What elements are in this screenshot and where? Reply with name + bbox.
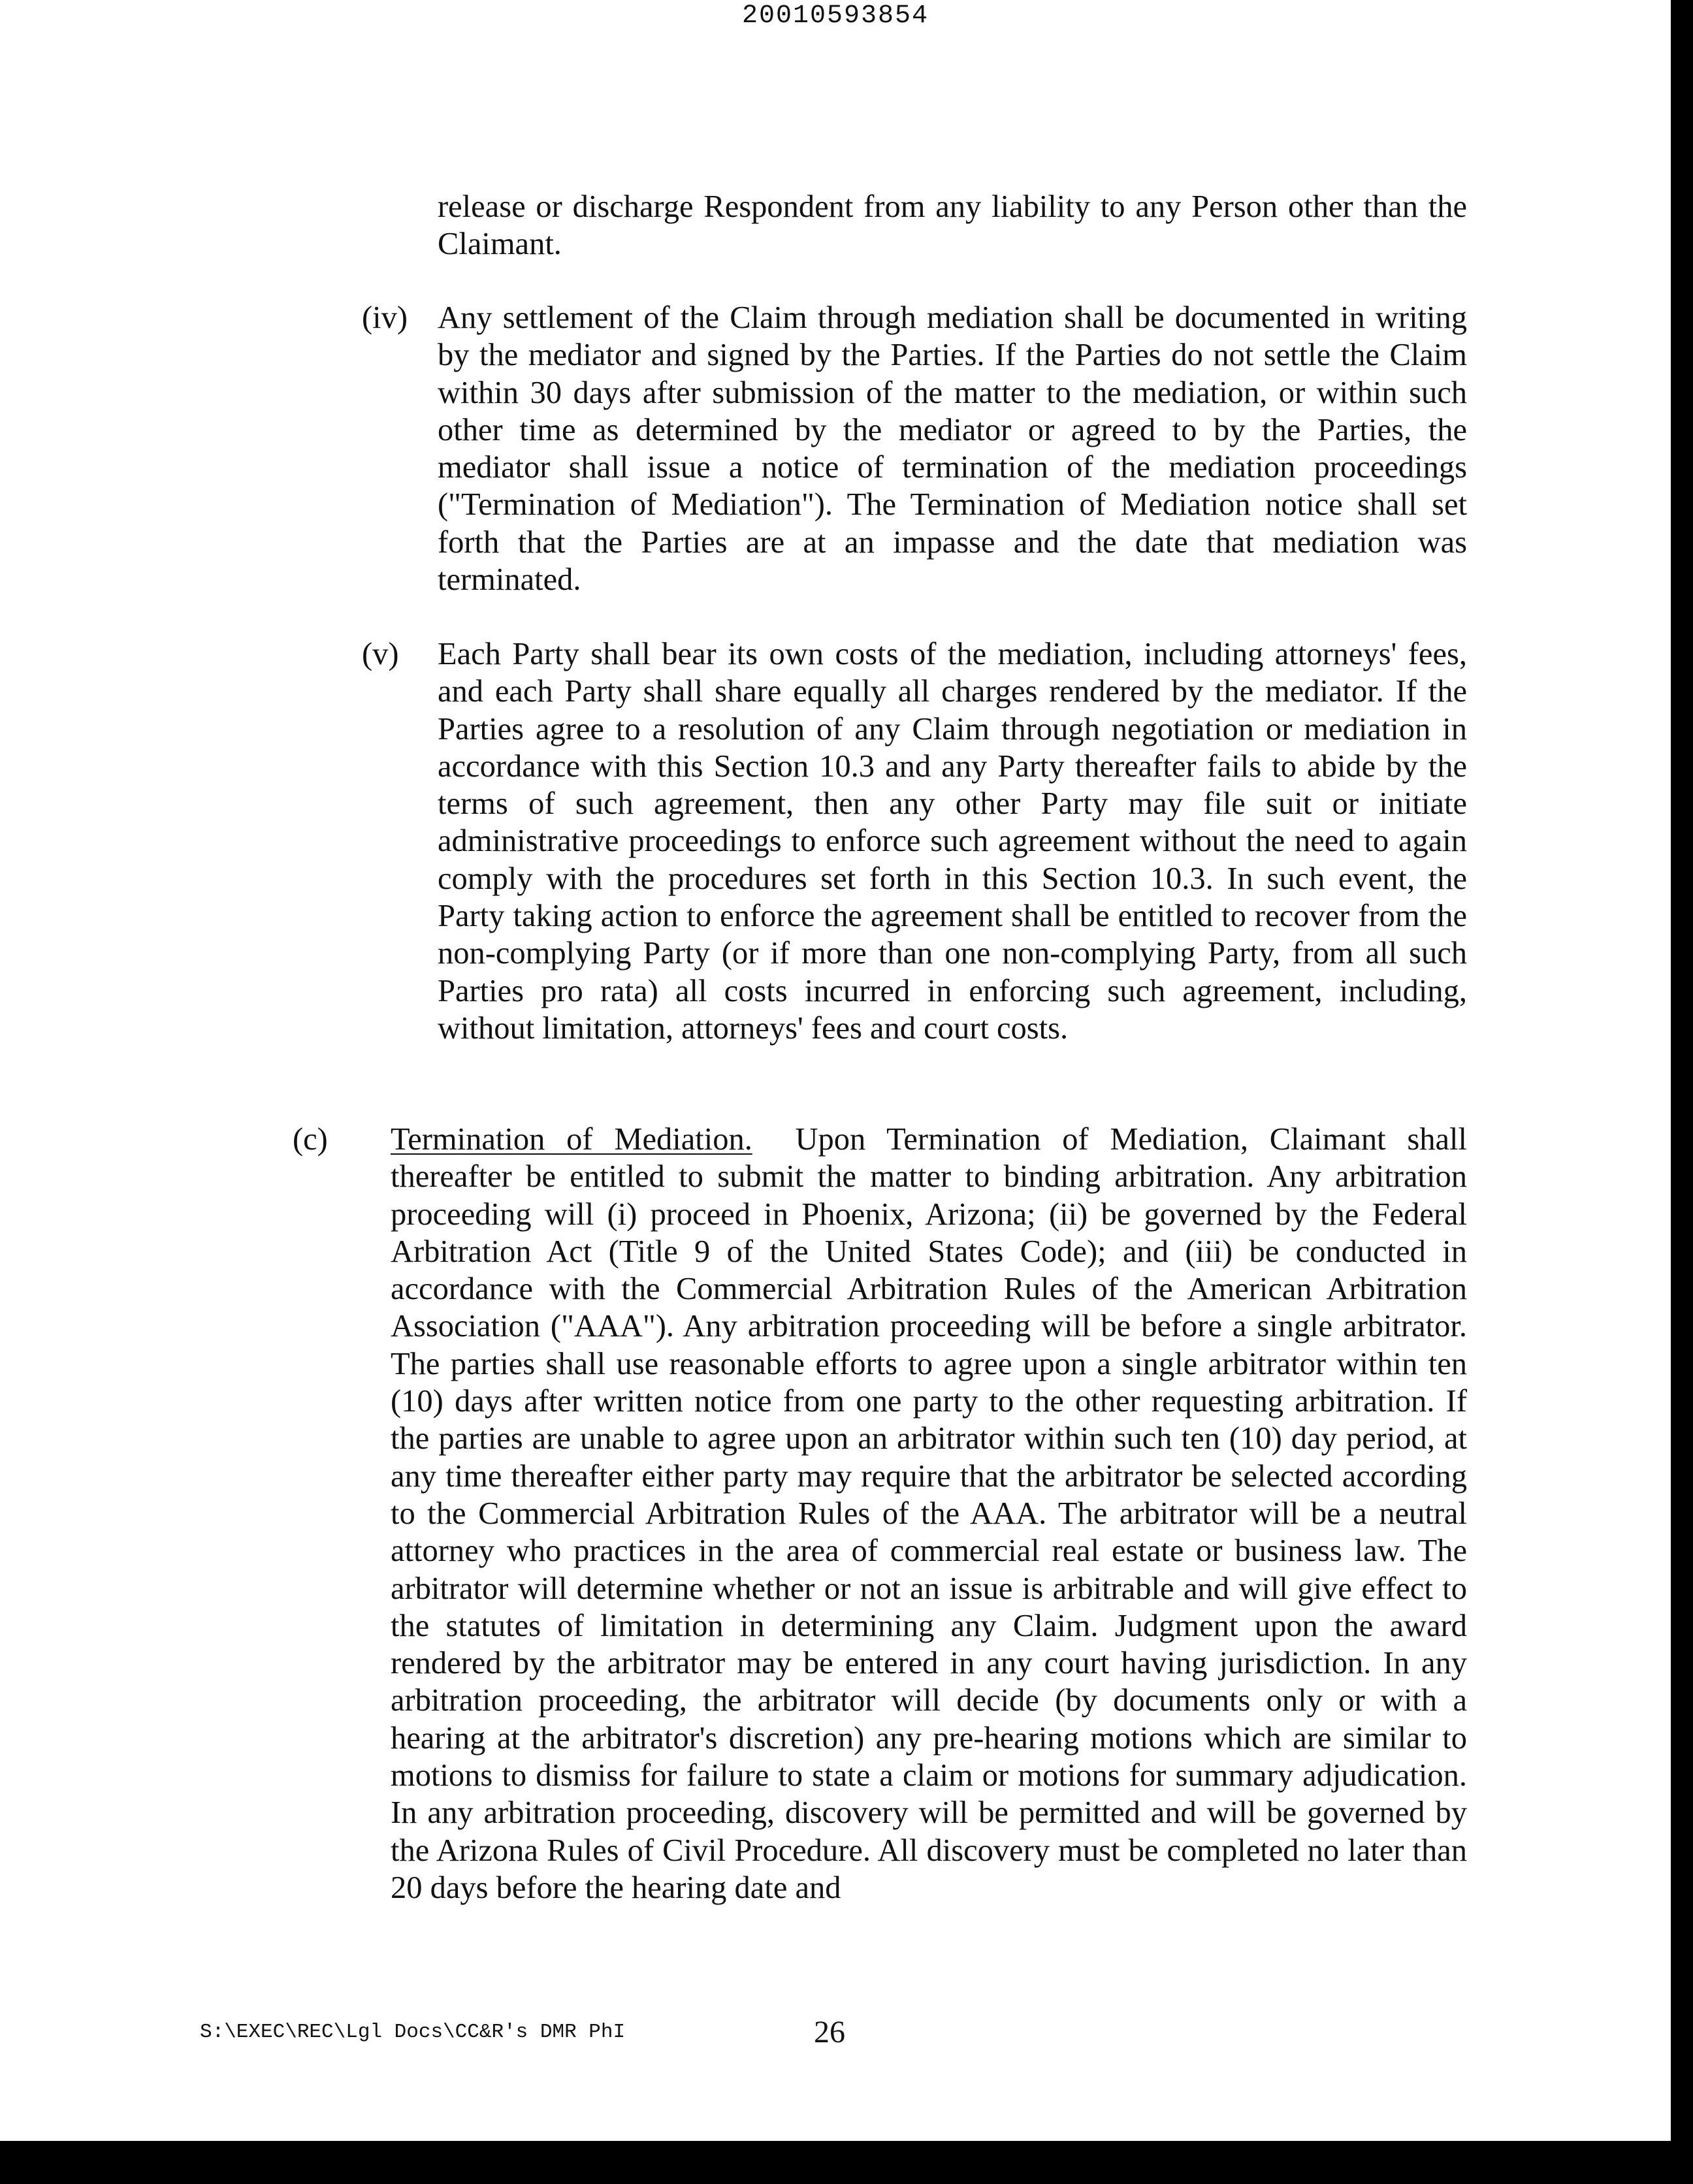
paragraph-v: Each Party shall bear its own costs of the mediation, including attorneys' fees, and each Party shall share equally all charges rendered by the mediator. If the Parties agree to a resolution of any Claim through negotiation or mediation in accordance with this Section 10.3 and any Party thereafter fails to abide by the terms of such agreement, then any other Party may file suit or initiate administrative proceedings to enforce such agreement without the need to again comply with the procedures set forth in this Section 10.3. In such event, the Party taking action to enforce the agreement shall be entitled to recover from the non-complying Party (or if more than one non-complying Party, from all such Parties pro rata) all costs incurred in enforcing such agreement, including, without limitation, attorneys' fees and court costs.	[438, 637, 1467, 1046]
footer-file-path: S:\EXEC\REC\Lgl Docs\CC&R's DMR PhI	[200, 2021, 626, 2044]
document-number: 20010593854	[741, 1, 929, 31]
scan-border-bottom	[0, 2141, 1693, 2184]
list-label-v: (v)	[362, 637, 399, 671]
footer-page-number: 26	[814, 2015, 845, 2049]
list-label-c: (c)	[293, 1122, 328, 1157]
paragraph-c	[391, 1121, 1467, 1906]
paragraph-continuation: release or discharge Respondent from any liability to any Person other than the Claimant.	[438, 189, 1467, 262]
paragraph-c-text: Upon Termination of Mediation, Claimant shall thereafter be entitled to submit the matter to binding arbitration. Any arbitration proceeding will (i) proceed in Phoenix, Arizona; (ii) be governed by the Federal Arbitration Act (Title 9 of the United States Code); and (iii) be conducted in accordance with the Commercial Arbitration Rules of the American Arbitration Association ("AAA"). Any arbitration proceeding will be before a single arbitrator. The parties shall use reasonable efforts to agree upon a single arbitrator within ten (10) days after written notice from one party to the other requesting arbitration. If the parties are unable to agree upon an arbitrator within such ten (10) day period, at any time thereafter either party may require that the arbitrator be selected according to the Commercial Arbitration Rules of the AAA. The arbitrator will be a neutral attorney who practices in the area of commercial real estate or business law. The arbitrator will determine whether or not an issue is arbitrable and will give effect to the statutes of limitation in determining any Claim. Judgment upon the award rendered by the arbitrator may be entered in any court having jurisdiction. In any arbitration proceeding, the arbitrator will decide (by documents only or with a hearing at the arbitrator's discretion) any pre-hearing motions which are similar to motions to dismiss for failure to state a claim or motions for summary adjudication. In any arbitration proceeding, discovery will be permitted and will be governed by the Arizona Rules of Civil Procedure. All discovery must be completed no later than 20 days before the hearing date and	[391, 1122, 1467, 1905]
section-heading-termination-of-mediation: Termination of Mediation.	[391, 1122, 752, 1157]
list-label-iv: (iv)	[362, 300, 408, 335]
paragraph-iv: Any settlement of the Claim through mediation shall be documented in writing by the mediator and signed by the Parties. If the Parties do not settle the Claim within 30 days after submission of the matter to the mediation, or within such other time as determined by the mediator or agreed to by the Parties, the mediator shall issue a notice of termination of the mediation proceedings ("Termination of Mediation"). The Termination of Mediation notice shall set forth that the Parties are at an impasse and the date that mediation was terminated.	[438, 300, 1467, 598]
scan-border-right	[1671, 0, 1693, 2184]
